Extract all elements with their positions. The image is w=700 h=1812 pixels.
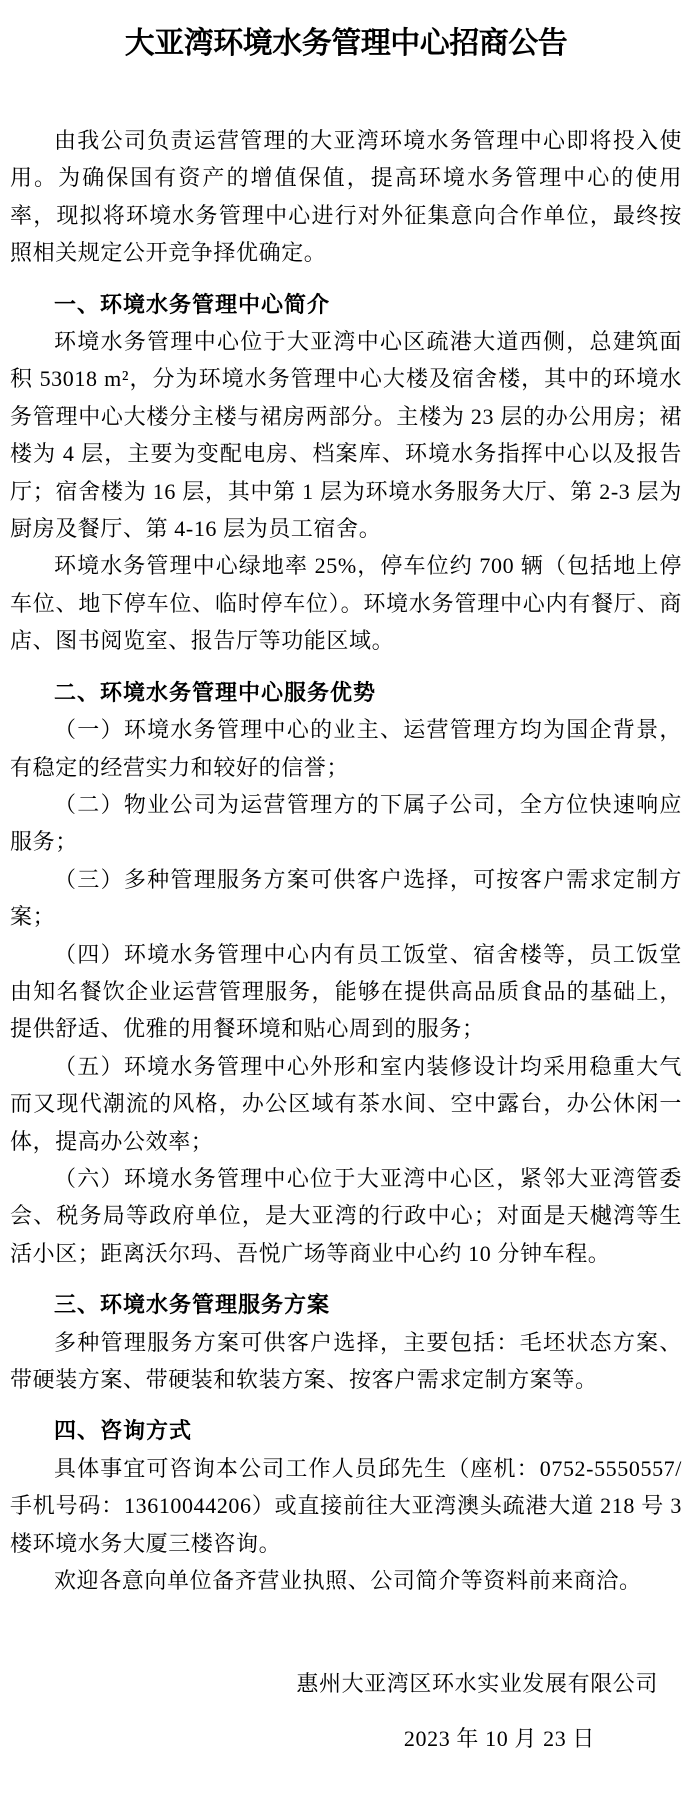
document-title: 大亚湾环境水务管理中心招商公告 [124, 27, 568, 60]
body-paragraph: 环境水务管理中心绿地率 25%，停车位约 700 辆（包括地上停车位、地下停车位、临时停车位）。环境水务管理中心内有餐厅、商店、图书阅览室、报告厅等功能区域。 [10, 553, 682, 654]
section-heading: 三、环境水务管理服务方案 [54, 1292, 331, 1318]
signature-block [10, 1665, 682, 1758]
body-paragraph: 欢迎各意向单位备齐营业执照、公司简介等资料前来商洽。 [54, 1568, 642, 1594]
body-paragraph: （一）环境水务管理中心的业主、运营管理方均为国企背景，有稳定的经营实力和较好的信誉； [10, 717, 682, 780]
signature-company: 惠州大亚湾区环水实业发展有限公司 [296, 1671, 658, 1697]
body-paragraph: （二）物业公司为运营管理方的下属子公司，全方位快速响应服务； [10, 791, 682, 855]
body-paragraph: （三）多种管理服务方案可供客户选择，可按客户需求定制方案； [10, 866, 682, 930]
section-heading: 一、环境水务管理中心简介 [54, 291, 331, 317]
body-paragraph: 由我公司负责运营管理的大亚湾环境水务管理中心即将投入使用。为确保国有资产的增值保值，提高环境水务管理中心的使用率，现拟将环境水务管理中心进行对外征集意向合作单位，最终按照相关规定公开竞争择优确定。 [10, 128, 682, 266]
body-paragraph: （六）环境水务管理中心位于大亚湾中心区，紧邻大亚湾管委会、税务局等政府单位，是大亚湾的行政中心；对面是天樾湾等生活小区；距离沃尔玛、吾悦广场等商业中心约 10 分钟车程。 [10, 1165, 682, 1266]
body-paragraph: （四）环境水务管理中心内有员工饭堂、宿舍楼等，员工饭堂由知名餐饮企业运营管理服务，能够在提供高品质食品的基础上，提供舒适、优雅的用餐环境和贴心周到的服务； [10, 941, 682, 1042]
body-paragraph: 多种管理服务方案可供客户选择，主要包括：毛坯状态方案、带硬装方案、带硬装和软装方案、按客户需求定制方案等。 [10, 1329, 682, 1392]
body-paragraph: 环境水务管理中心位于大亚湾中心区疏港大道西侧，总建筑面积 53018 m²，分为环境水务管理中心大楼及宿舍楼，其中的环境水务管理中心大楼分主楼与裙房两部分。主楼为 23 层的办公用房；裙楼为 4 层，主要为变配电房、档案库、环境水务指挥中心以及报告厅；宿舍楼为 16 层，其中第 1 层为环境水务服务大厅、第 2-3 层为厨房及餐厅、第 4-16 层为员工宿舍。 [10, 329, 682, 542]
body-paragraph: 具体事宜可咨询本公司工作人员邱先生（座机：0752-5550557/手机号码：13610044206）或直接前往大亚湾澳头疏港大道 218 号 3 楼环境水务大厦三楼咨询。 [10, 1455, 682, 1556]
body-paragraph: （五）环境水务管理中心外形和室内装修设计均采用稳重大气而又现代潮流的风格，办公区域有茶水间、空中露台，办公休闲一体，提高办公效率； [10, 1053, 682, 1154]
section-heading: 四、咨询方式 [54, 1418, 193, 1444]
section-heading: 二、环境水务管理中心服务优势 [54, 679, 377, 705]
document-body [10, 122, 682, 1599]
signature-date: 2023 年 10 月 23 日 [403, 1726, 595, 1752]
